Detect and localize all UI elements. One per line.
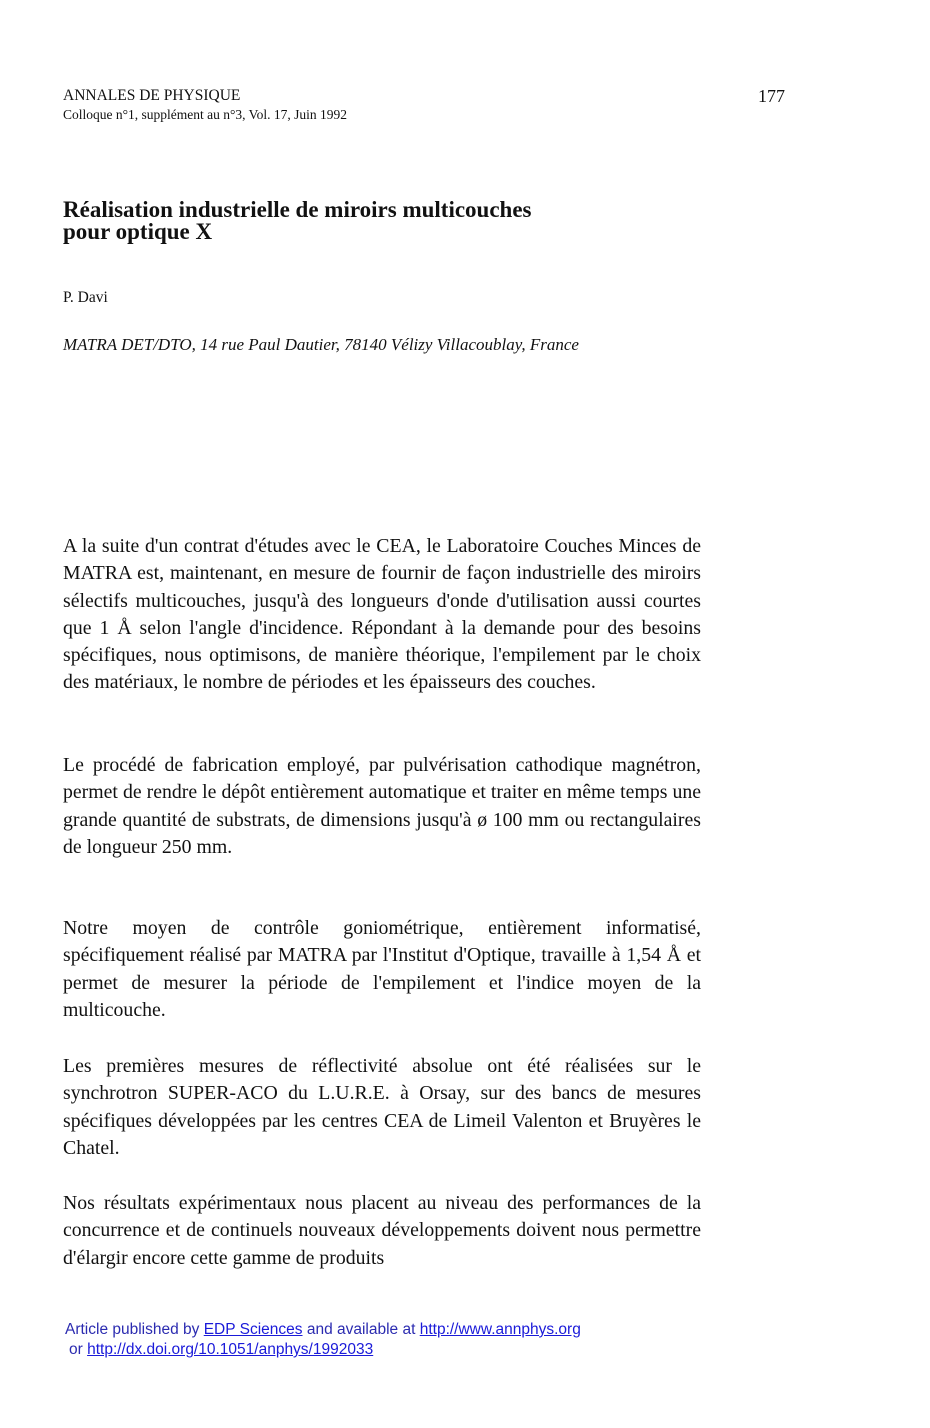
issue-info: Colloque n°1, supplément au n°3, Vol. 17, Juin 1992 [63, 107, 348, 122]
footer-or: or [69, 1341, 88, 1358]
page-number: 177 [758, 86, 785, 106]
paragraph: Le procédé de fabrication employé, par pulvérisation cathodique magnétron, permet de rendre le dépôt entièrement automatique et traiter en même temps une grande quantité de substrats, de dimensions jusqu'à ø 100 mm ou rectangulaires de longueur 250 mm. [63, 754, 701, 858]
publication-footer [65, 1320, 581, 1360]
affiliation: MATRA DET/DTO, 14 rue Paul Dautier, 78140 Vélizy Villacoublay, France [63, 335, 579, 354]
author: P. Davi [63, 289, 108, 306]
article-title [63, 199, 532, 243]
paragraph-3-block [63, 915, 701, 1024]
footer-line-2 [65, 1340, 581, 1360]
footer-prefix: Article published by [65, 1321, 204, 1338]
paragraph: A la suite d'un contrat d'études avec le CEA, le Laboratoire Couches Minces de MATRA est, maintenant, en mesure de fournir de façon industrielle des miroirs sélectifs multicouches, jusqu'à des longueurs d'onde d'utilisation aussi courtes que 1 Å selon l'angle d'incidence. Répondant à la demande pour des besoins spécifiques, nous optimisons, de manière théorique, l'empilement par le choix des matériaux, le nombre de périodes et les épaisseurs des couches. [63, 535, 701, 694]
paragraph-5-block [63, 1190, 701, 1272]
paragraph-1-block [63, 533, 701, 697]
site-link[interactable]: http://www.annphys.org [419, 1321, 581, 1338]
paragraph-2-block [63, 752, 701, 861]
paragraph: Nos résultats expérimentaux nous placent au niveau des performances de la concurrence et de continuels nouveaux développements doivent nous permettre d'élargir encore cette gamme de produits [63, 1192, 701, 1269]
footer-line-1 [65, 1320, 581, 1340]
journal-name: ANNALES DE PHYSIQUE [63, 87, 241, 104]
title-line-2: pour optique X [63, 219, 213, 244]
publisher-link[interactable]: EDP Sciences [203, 1321, 303, 1338]
doi-link[interactable]: http://dx.doi.org/10.1051/anphys/1992033 [87, 1341, 374, 1358]
footer-middle: and available at [302, 1321, 420, 1338]
title-line-1: Réalisation industrielle de miroirs multicouches [63, 197, 532, 222]
paragraph: Les premières mesures de réflectivité absolue ont été réalisées sur le synchrotron SUPER-ACO du L.U.R.E. à Orsay, sur des bancs de mesures spécifiques développées par les centres CEA de Limeil Valenton et Bruyères le Chatel. [63, 1055, 701, 1159]
paragraph-4-block [63, 1053, 701, 1162]
paragraph: Notre moyen de contrôle goniométrique, entièrement informatisé, spécifiquement réalisé par MATRA par l'Institut d'Optique, travaille à 1,54 Å et permet de mesurer la période de l'empilement et l'indice moyen de la multicouche. [63, 917, 701, 1021]
